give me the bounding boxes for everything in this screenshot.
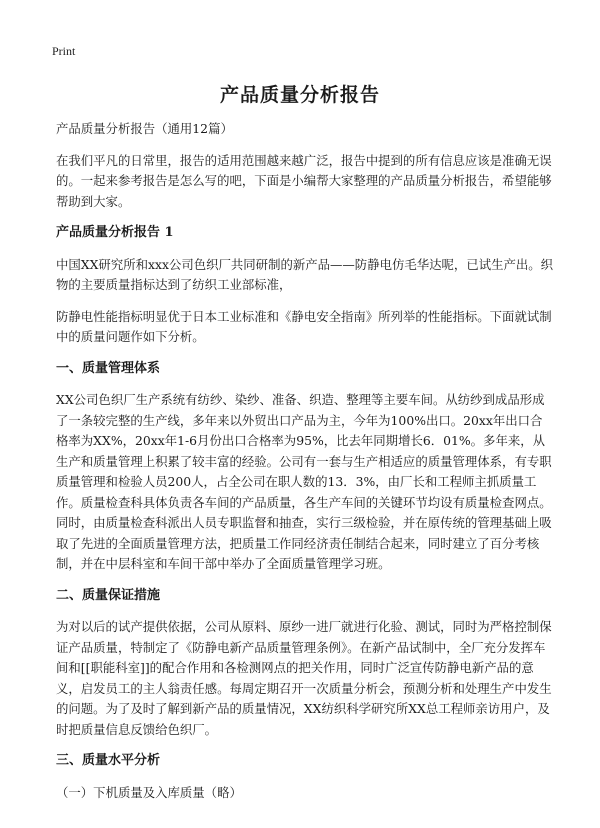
document-body <box>56 119 554 814</box>
paragraph-3: XX公司色织厂生产系统有纺纱、染纱、准备、织造、整理等主要车间。从纺纱到成品形成了一条较完整的生产线，多年来以外贸出口产品为主，今年为100%出口。20xx年出口合格率为XX%，20xx年1-6月份出口合格率为95%，比去年同期增长6．01%。多年来，从生产和质量管理上积累了较丰富的经验。公司有一套与生产相适应的质量管理体系，有专职质量管理和检验人员200人，占全公司在职人数的13．3%，由厂长和工程师主抓质量工作。质量检查科具体负责各车间的产品质量，各生产车间的关键环节均设有质量检查网点。同时，由质量检查科派出人员专职监督和抽查，实行三级检验，并在原传统的管理基础上吸取了先进的全面质量管理方法，把质量工作同经济责任制结合起来，同时建立了百分考核制，并在中层科室和车间干部中举办了全面质量管理学习班。 <box>56 392 552 571</box>
subheading-c1: （一）下机质量及入库质量（略） <box>56 784 242 800</box>
print-label[interactable]: Print <box>52 44 76 58</box>
paragraph-4: 为对以后的试产提供依据，公司从原料、原纱一进厂就进行化验、测试，同时为严格控制保证产品质量，特制定了《防静电新产品质量管理条例》。在新产品试制中，全厂充分发挥车间和[[职能科室]]的配合作用和各检测网点的把关作用，同时广泛宣传防静电新产品的意义，启发员工的主人翁责任感。每周定期召开一次质量分析会，预测分析和处理生产中发生的问题。为了及时了解到新产品的质量情况，XX纺织科学研究所XX总工程师亲访用户，及时把质量信息反馈给色织厂。 <box>56 619 552 737</box>
document-title: 产品质量分析报告 <box>219 84 380 106</box>
paragraph-1: 中国XX研究所和xxx公司色织厂共同研制的新产品——防静电仿毛华达呢，已试生产出。织物的主要质量指标达到了纺织工业部标准， <box>56 256 554 292</box>
intro-paragraph: 在我们平凡的日常里，报告的适用范围越来越广泛，报告中提到的所有信息应该是准确无误的。一起来参考报告是怎么写的吧，下面是小编帮大家整理的产品质量分析报告，希望能够帮助到大家。 <box>56 152 552 209</box>
heading-quality-assurance-measures: 二、质量保证措施 <box>56 587 161 603</box>
paragraph-2: 防静电性能指标明显优于日本工业标准和《静电安全指南》所列举的性能指标。下面就试制中的质量问题作如下分析。 <box>56 308 552 344</box>
section-heading-1: 产品质量分析报告 1 <box>56 225 174 240</box>
document-subtitle: 产品质量分析报告（通用12篇） <box>56 121 233 136</box>
heading-quality-level-analysis: 三、质量水平分析 <box>56 753 161 768</box>
heading-quality-management-system: 一、质量管理体系 <box>56 360 161 376</box>
